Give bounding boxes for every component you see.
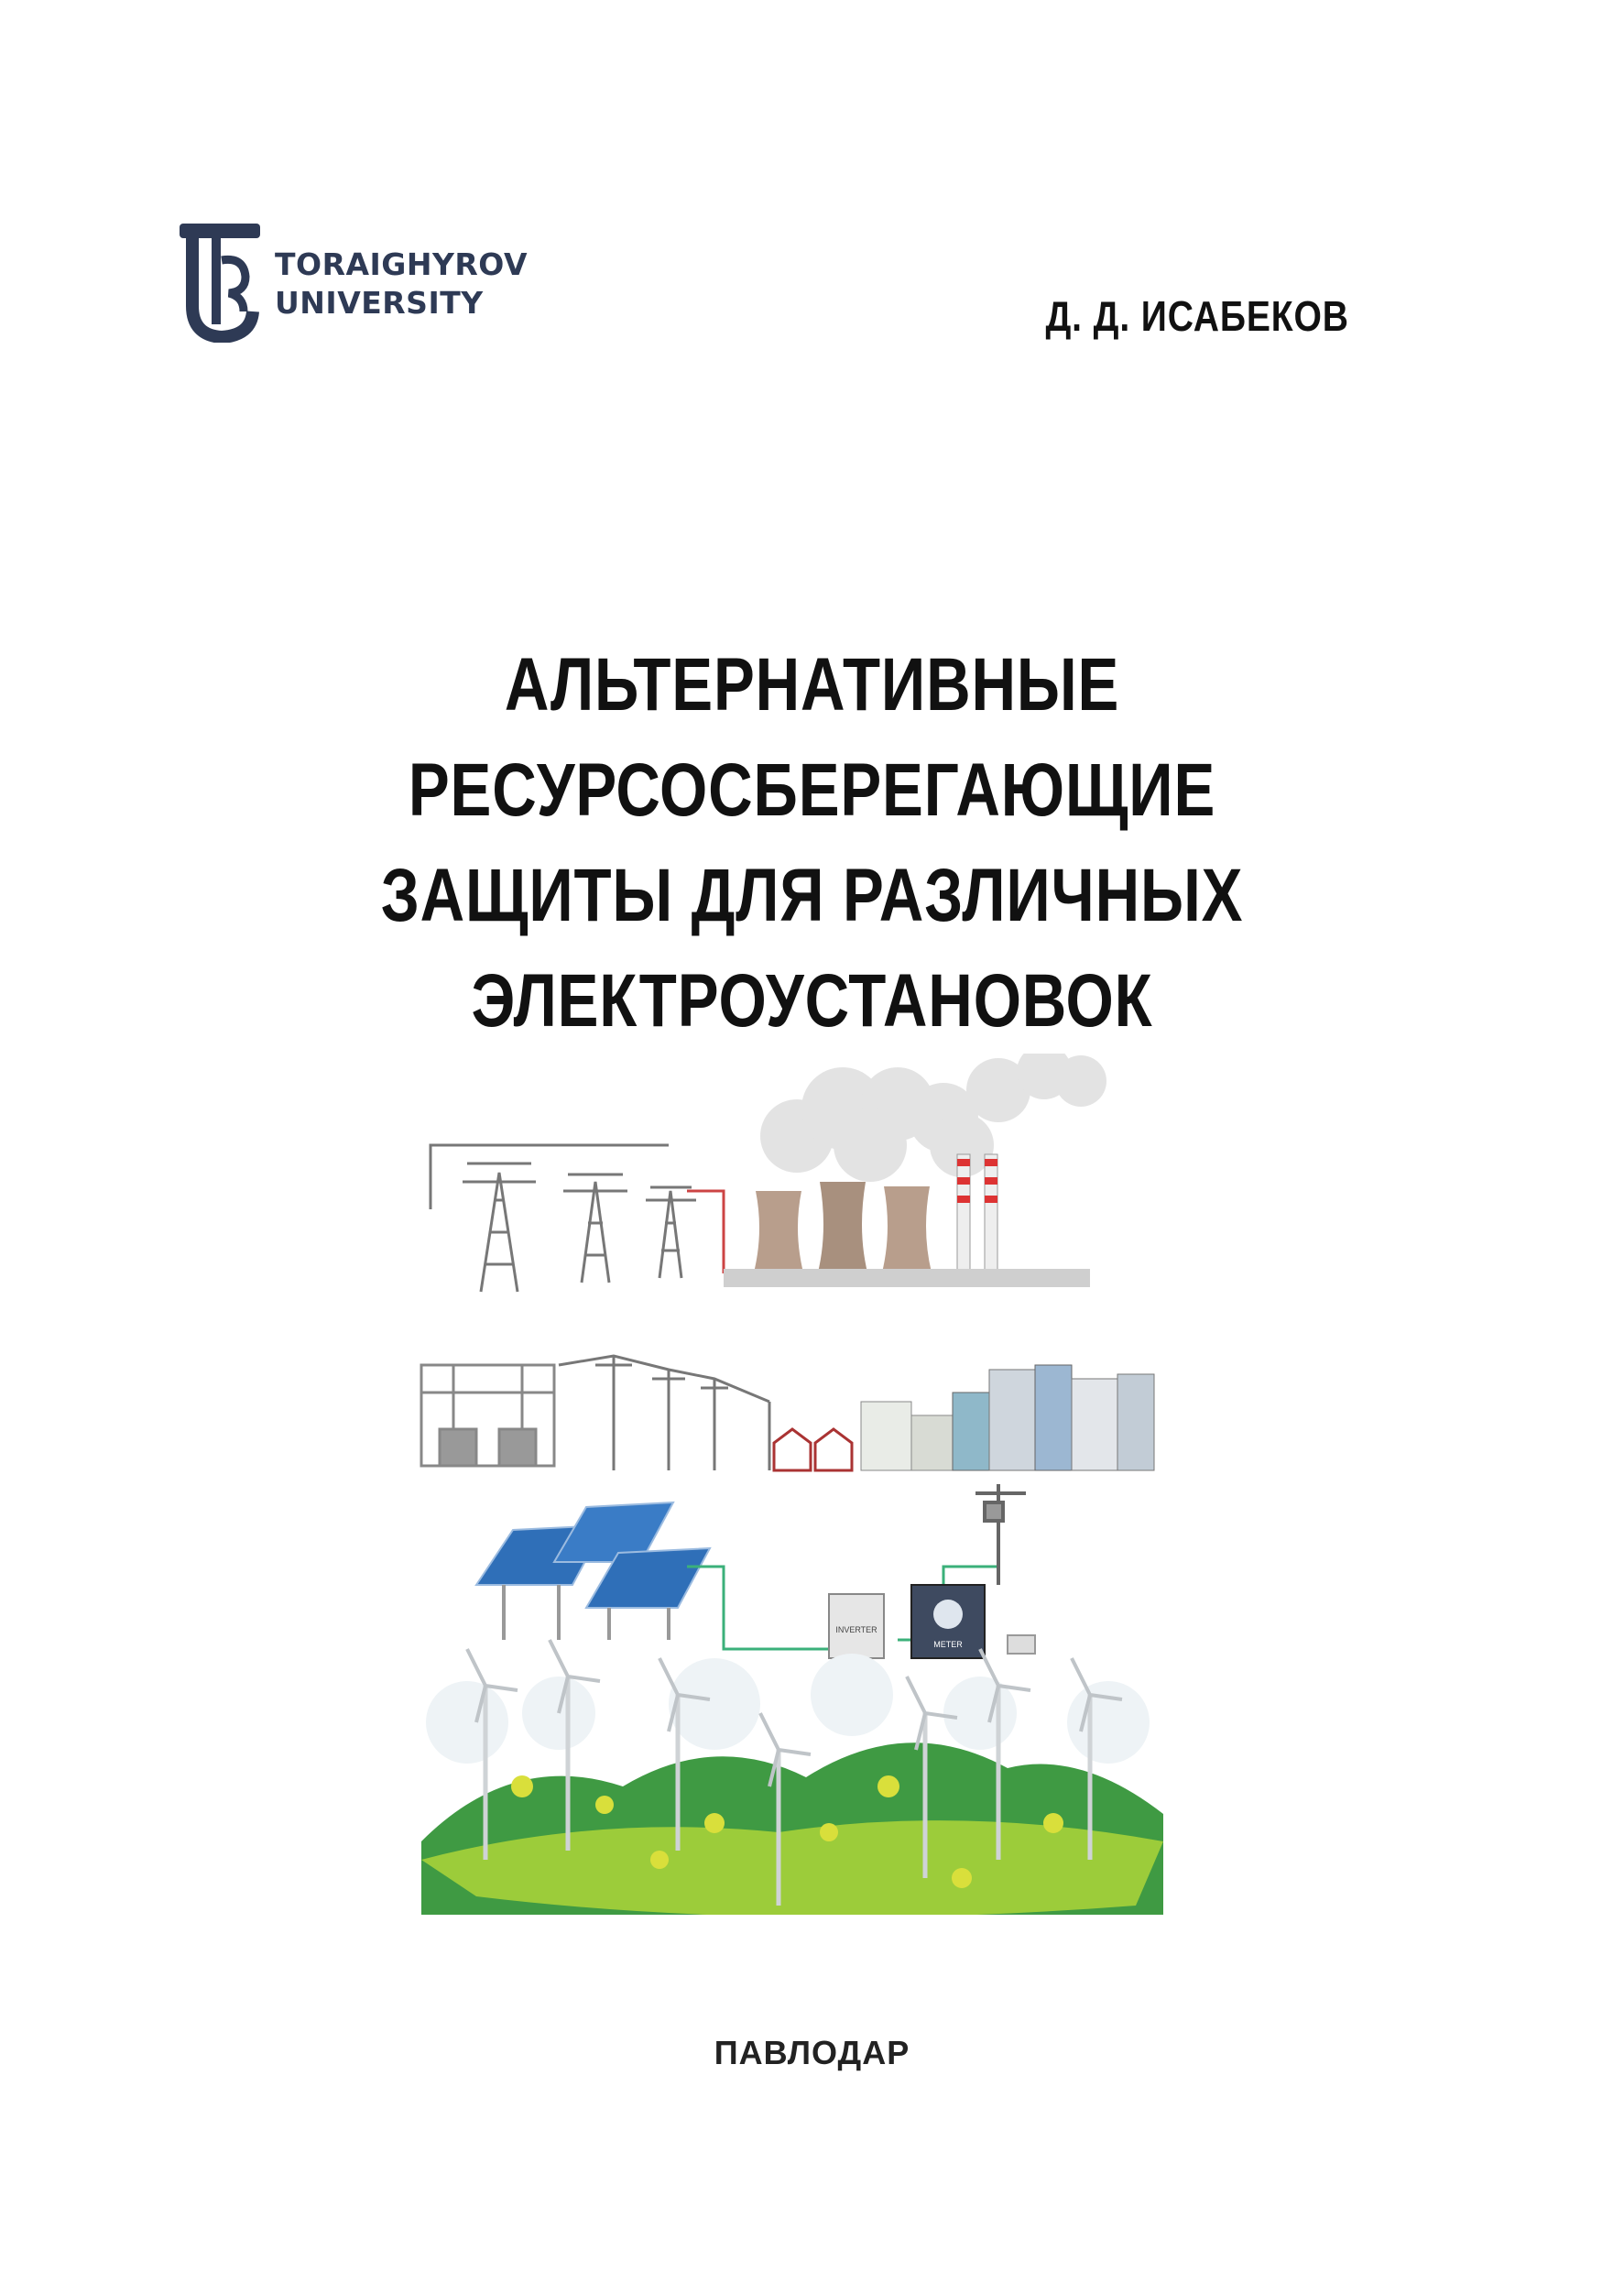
- utility-poles: [559, 1356, 769, 1470]
- substation: [421, 1365, 554, 1466]
- solar-panels: [476, 1502, 710, 1640]
- title-line-2: РЕСУРСОСБЕРЕГАЮЩИЕ: [408, 748, 1216, 832]
- university-logo: [180, 224, 528, 343]
- power-plant: [724, 1054, 1106, 1287]
- energy-illustration: [412, 1054, 1172, 1915]
- electricity-meter: [911, 1585, 985, 1658]
- inverter-label: INVERTER: [835, 1625, 877, 1634]
- publication-city: ПАВЛОДАР: [714, 2034, 910, 2071]
- tower-1: [463, 1163, 536, 1292]
- houses: [774, 1429, 852, 1470]
- title-line-3: ЗАЩИТЫ ДЛЯ РАЗЛИЧНЫХ: [380, 854, 1244, 937]
- meter-label: METER: [933, 1640, 963, 1649]
- tower-2: [563, 1174, 627, 1283]
- logo-line-2: UNIVERSITY: [275, 285, 484, 321]
- author-name: Д. Д. ИСАБЕКОВ: [1045, 292, 1349, 340]
- title-line-4: ЭЛЕКТРОУСТАНОВОК: [471, 959, 1153, 1043]
- transmission-towers: [431, 1145, 724, 1292]
- title-line-1: АЛЬТЕРНАТИВНЫЕ: [504, 643, 1120, 726]
- book-title: [0, 632, 1624, 1054]
- tower-3: [646, 1187, 696, 1278]
- city-buildings: [861, 1365, 1154, 1470]
- university-emblem-icon: [180, 224, 267, 343]
- wind-farm: [421, 1640, 1163, 1915]
- logo-line-1: TORAIGHYROV: [275, 246, 529, 282]
- inverter-box: [829, 1594, 884, 1658]
